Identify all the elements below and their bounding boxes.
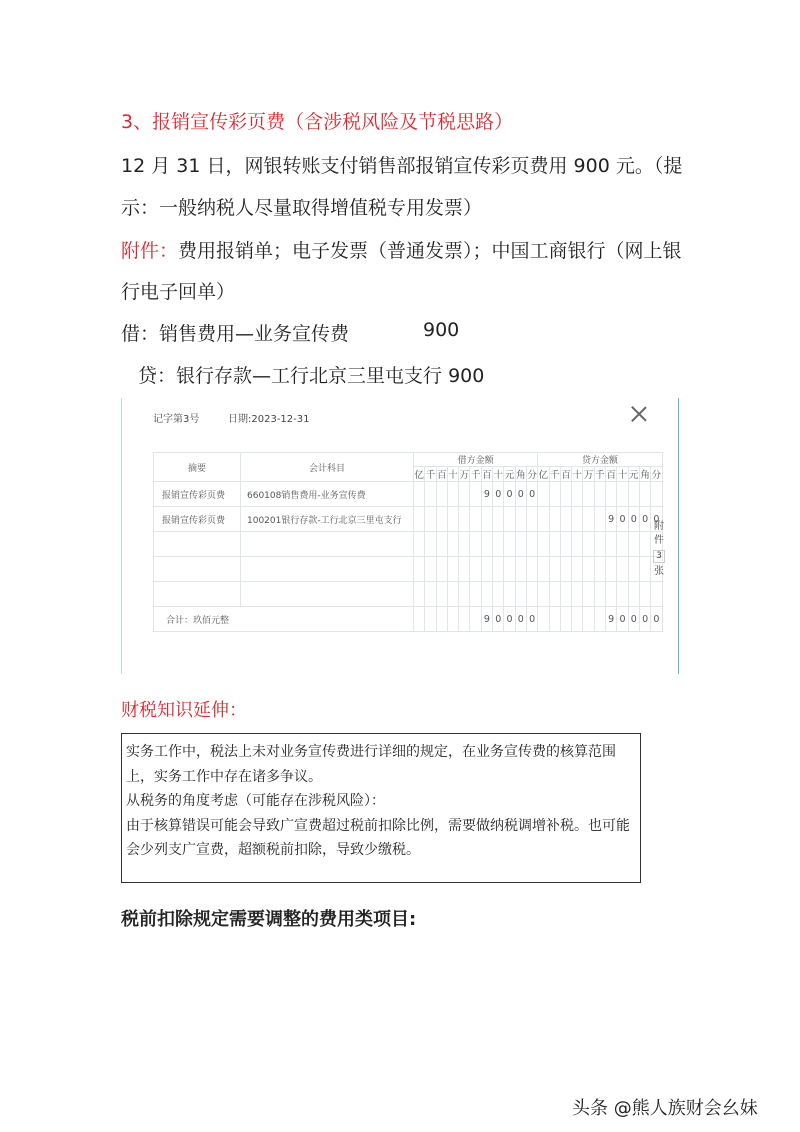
table-row[interactable] [154, 532, 663, 557]
digit-unit-header: 百 [560, 467, 571, 482]
close-icon[interactable] [631, 406, 647, 422]
table-row[interactable] [154, 557, 663, 582]
amount-digit [504, 507, 515, 532]
digit-unit-header: 十 [493, 467, 504, 482]
voucher-number: 记字第3号 [153, 414, 200, 425]
credit-entry [138, 361, 484, 388]
digit-unit-header: 千 [549, 467, 560, 482]
amount-digit [560, 482, 571, 507]
amount-digit: 9 [606, 507, 617, 532]
digit-unit-header: 百 [481, 467, 492, 482]
amount-digit [414, 507, 425, 532]
amount-digit: 0 [504, 482, 515, 507]
col-credit-header: 贷方金额 [538, 453, 662, 467]
credit-account: 贷：银行存款—工行北京三里屯支行 [138, 365, 443, 387]
total-row [154, 607, 663, 632]
knowledge-line: 实务工作中，税法上未对业务宣传费进行详细的规定，在业务宣传费的核算范围 [126, 744, 616, 760]
amount-digit [470, 507, 481, 532]
total-label: 合计：玖佰元整 [154, 607, 414, 632]
table-row[interactable] [154, 507, 663, 532]
amount-digit [447, 482, 458, 507]
amount-digit: 0 [639, 507, 650, 532]
amount-digit [425, 507, 436, 532]
amount-digit [447, 607, 458, 632]
amount-digit [549, 507, 560, 532]
amount-digit: 0 [651, 507, 662, 532]
digit-unit-header: 分 [526, 467, 537, 482]
digit-unit-header: 十 [572, 467, 583, 482]
digit-unit-header: 亿 [538, 467, 549, 482]
digit-unit-header: 分 [651, 467, 662, 482]
amount-digit [651, 482, 662, 507]
accounting-voucher [121, 398, 679, 674]
attachment-count [651, 520, 667, 579]
paragraph-line: 行电子回单） [121, 281, 236, 303]
paragraph-line: 12 月 31 日，网银转账支付销售部报销宣传彩页费用 900 元。（提 [121, 155, 683, 177]
amount-digit [583, 482, 594, 507]
amount-digit [594, 482, 605, 507]
amount-digit: 9 [606, 607, 617, 632]
amount-digit: 0 [526, 482, 537, 507]
attach-char: 张 [654, 566, 664, 577]
debit-amount: 900 [423, 319, 460, 341]
amount-digit: 0 [526, 607, 537, 632]
digit-unit-header: 亿 [414, 467, 425, 482]
digit-unit-header: 百 [606, 467, 617, 482]
row-account: 660108销售费用-业务宣传费 [241, 482, 414, 507]
digit-unit-header: 元 [504, 467, 515, 482]
amount-digit [436, 482, 447, 507]
amount-digit: 0 [651, 607, 662, 632]
voucher-date: 日期:2023-12-31 [228, 414, 310, 425]
section-heading: 3、报销宣传彩页费（含涉税风险及节税思路） [121, 111, 514, 133]
amount-digit [493, 507, 504, 532]
footer-watermark: 头条 @熊人族财会幺妹 [572, 1098, 758, 1119]
voucher-left-edge [121, 398, 122, 674]
digit-unit-header: 十 [617, 467, 628, 482]
amount-digit: 0 [515, 607, 526, 632]
amount-digit: 0 [493, 482, 504, 507]
amount-digit [425, 482, 436, 507]
amount-digit [447, 507, 458, 532]
attachment-line [121, 236, 682, 263]
debit-entry [121, 319, 460, 346]
amount-digit: 0 [617, 607, 628, 632]
digit-unit-header: 十 [447, 467, 458, 482]
amount-digit [639, 482, 650, 507]
amount-digit [628, 482, 639, 507]
amount-digit [549, 607, 560, 632]
knowledge-box [121, 733, 641, 883]
digit-unit-header: 千 [425, 467, 436, 482]
amount-digit: 0 [493, 607, 504, 632]
amount-digit [549, 482, 560, 507]
digit-unit-header: 角 [639, 467, 650, 482]
knowledge-line: 上，实务工作中存在诸多争议。 [126, 768, 322, 785]
knowledge-line: 从税务的角度考虑（可能存在涉税风险）： [126, 793, 385, 809]
amount-digit: 0 [504, 607, 515, 632]
amount-digit [459, 607, 470, 632]
digit-unit-header: 百 [436, 467, 447, 482]
amount-digit [594, 607, 605, 632]
amount-digit [572, 482, 583, 507]
amount-digit [572, 607, 583, 632]
amount-digit [538, 607, 549, 632]
amount-digit: 0 [617, 507, 628, 532]
amount-digit: 0 [515, 482, 526, 507]
amount-digit: 0 [639, 607, 650, 632]
table-row[interactable] [154, 482, 663, 507]
table-row[interactable] [154, 582, 663, 607]
voucher-right-edge [678, 398, 679, 674]
paragraph-line: 示：一般纳税人尽量取得增值税专用发票） [121, 197, 483, 219]
col-account-header: 会计科目 [241, 453, 414, 482]
amount-digit [515, 507, 526, 532]
amount-digit [572, 507, 583, 532]
attach-count-input[interactable]: 3 [653, 550, 665, 563]
attach-char: 附 [654, 521, 664, 532]
row-summary: 报销宣传彩页费 [154, 507, 241, 532]
amount-digit: 0 [628, 607, 639, 632]
digit-unit-header: 千 [594, 467, 605, 482]
row-summary: 报销宣传彩页费 [154, 482, 241, 507]
digit-unit-header: 千 [470, 467, 481, 482]
amount-digit: 0 [628, 507, 639, 532]
digit-unit-header: 元 [628, 467, 639, 482]
amount-digit [414, 482, 425, 507]
subheading: 税前扣除规定需要调整的费用类项目: [121, 909, 417, 930]
amount-digit: 9 [481, 607, 492, 632]
amount-digit [481, 507, 492, 532]
amount-digit [470, 607, 481, 632]
digit-unit-header: 万 [583, 467, 594, 482]
amount-digit [414, 607, 425, 632]
amount-digit: 9 [481, 482, 492, 507]
knowledge-line: 由于核算错误可能会导致广宣费超过税前扣除比例，需要做纳税调增补税。也可能 [126, 817, 630, 834]
knowledge-line: 会少列支广宣费，超额税前扣除，导致少缴税。 [126, 842, 420, 858]
amount-digit [436, 507, 447, 532]
amount-digit [436, 607, 447, 632]
attachment-text: 费用报销单；电子发票（普通发票）；中国工商银行（网上银 [178, 240, 682, 262]
amount-digit [459, 507, 470, 532]
row-account: 100201银行存款-工行北京三里屯支行 [241, 507, 414, 532]
amount-digit [617, 482, 628, 507]
attachment-label: 附件： [121, 240, 179, 262]
col-debit-header: 借方金额 [414, 453, 538, 467]
amount-digit [583, 507, 594, 532]
amount-digit [459, 482, 470, 507]
attach-char: 件 [654, 535, 664, 546]
amount-digit [583, 607, 594, 632]
amount-digit [594, 507, 605, 532]
amount-digit [538, 482, 549, 507]
amount-digit [538, 507, 549, 532]
amount-digit [425, 607, 436, 632]
voucher-table [153, 452, 663, 632]
amount-digit [560, 607, 571, 632]
digit-unit-header: 角 [515, 467, 526, 482]
credit-amount: 900 [448, 365, 485, 387]
amount-digit [560, 507, 571, 532]
amount-digit [606, 482, 617, 507]
amount-digit [470, 482, 481, 507]
debit-account: 借：销售费用—业务宣传费 [121, 323, 350, 345]
section-title: 财税知识延伸： [121, 700, 247, 721]
amount-digit [526, 507, 537, 532]
col-summary-header: 摘要 [154, 453, 241, 482]
digit-unit-header: 万 [459, 467, 470, 482]
